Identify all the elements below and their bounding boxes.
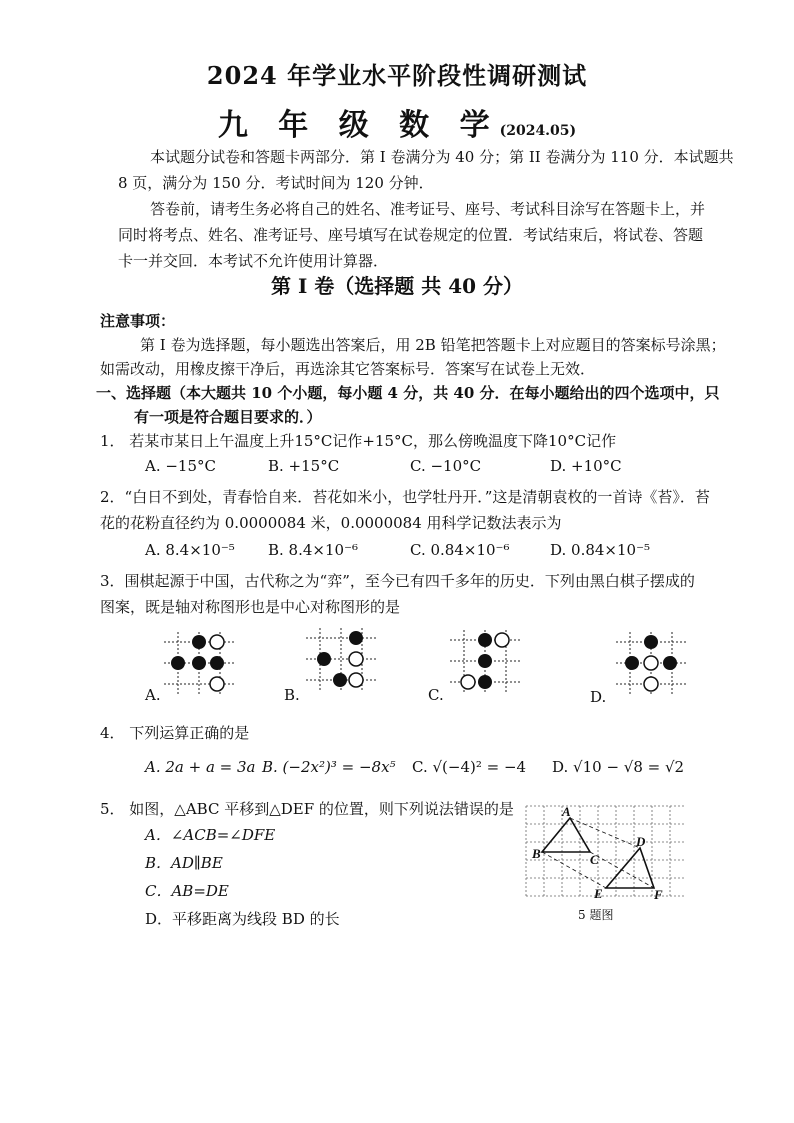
q4-option-d: D. √10 − √8 = √2 bbox=[552, 758, 685, 776]
white-stone bbox=[349, 673, 363, 687]
black-stone bbox=[333, 673, 347, 687]
q2-option-a: A. 8.4×10⁻⁵ bbox=[145, 541, 235, 559]
part1-line-2: 有一项是符合题目要求的．） bbox=[134, 408, 322, 426]
q3-option-a: A. bbox=[145, 686, 161, 704]
black-stone bbox=[192, 635, 206, 649]
black-stone bbox=[349, 631, 363, 645]
translation-figure bbox=[520, 800, 690, 902]
q4-option-a: A. 2a + a = 3a bbox=[145, 758, 256, 776]
q5-option-a: A．∠ACB=∠DFE bbox=[145, 826, 276, 844]
q3-option-c: C. bbox=[428, 686, 444, 704]
grid bbox=[526, 806, 684, 896]
label-e: E bbox=[594, 886, 603, 901]
intro-line-4: 同时将考点、姓名、准考证号、座号填写在试卷规定的位置．考试结束后，将试卷、答题 bbox=[118, 226, 704, 244]
q1-option-c: C. −10°C bbox=[410, 457, 482, 475]
black-stone bbox=[478, 633, 492, 647]
go-board-c bbox=[446, 628, 526, 694]
q2-option-d: D. 0.84×10⁻⁵ bbox=[550, 541, 651, 559]
question-4-stem: 4． 下列运算正确的是 bbox=[100, 724, 250, 742]
exam-date: (2024.05) bbox=[499, 123, 577, 139]
question-1-stem: 1． 若某市某日上午温度上升15°C记作+15°C，那么傍晚温度下降10°C记作 bbox=[100, 432, 617, 450]
intro-line-2: 8 页，满分为 150 分．考试时间为 120 分钟． bbox=[118, 174, 434, 192]
black-stone bbox=[644, 635, 658, 649]
q1-option-a: A. −15°C bbox=[145, 457, 217, 475]
notice-line-1: 第 I 卷为选择题，每小题选出答案后，用 2B 铅笔把答题卡上对应题目的答案标号涂黑； bbox=[140, 336, 726, 354]
q5-option-d: D．平移距离为线段 BD 的长 bbox=[145, 910, 340, 928]
q2-option-b: B. 8.4×10⁻⁶ bbox=[268, 541, 358, 559]
q1-option-d: D. +10°C bbox=[550, 457, 622, 475]
question-5-stem: 5． 如图，△ABC 平移到△DEF 的位置，则下列说法错误的是 bbox=[100, 800, 514, 818]
question-2-stem-2: 花的花粉直径约为 0.0000084 米，0.0000084 用科学记数法表示为 bbox=[100, 514, 562, 532]
label-d: D bbox=[636, 834, 646, 849]
white-stone bbox=[349, 652, 363, 666]
q4-option-c: C. √(−4)² = −4 bbox=[412, 758, 527, 776]
q2-option-c: C. 0.84×10⁻⁶ bbox=[410, 541, 510, 559]
white-stone bbox=[210, 635, 224, 649]
black-stone bbox=[171, 656, 185, 670]
q4-option-b: B. (−2x²)³ = −8x⁵ bbox=[262, 758, 396, 776]
go-board-a bbox=[160, 630, 240, 696]
black-stone bbox=[317, 652, 331, 666]
white-stone bbox=[210, 677, 224, 691]
intro-line-5: 卡一并交回．本考试不允许使用计算器． bbox=[118, 252, 389, 270]
q5-option-c: C．AB=DE bbox=[145, 882, 229, 900]
white-stone bbox=[644, 677, 658, 691]
white-stone bbox=[495, 633, 509, 647]
question-3-stem: 3．围棋起源于中国，古代称之为“弈”，至今已有四千多年的历史．下列由黑白棋子摆成的 bbox=[100, 572, 695, 590]
black-stone bbox=[192, 656, 206, 670]
part1-line-1: 一、选择题（本大题共 10 个小题，每小题 4 分，共 40 分．在每小题给出的四个选项中，只 bbox=[96, 384, 720, 402]
black-stone bbox=[663, 656, 677, 670]
notice-title: 注意事项： bbox=[100, 312, 176, 330]
figure-caption: 5 题图 bbox=[578, 908, 614, 922]
go-board-b bbox=[302, 626, 382, 692]
black-stone bbox=[210, 656, 224, 670]
q3-option-d: D. bbox=[590, 688, 607, 706]
exam-subject bbox=[0, 100, 794, 144]
label-c: C bbox=[590, 852, 599, 867]
triangle-def bbox=[606, 848, 654, 888]
white-stone bbox=[644, 656, 658, 670]
section-title: 第 I 卷（选择题 共 40 分） bbox=[270, 274, 523, 298]
black-stone bbox=[478, 654, 492, 668]
q3-option-b: B. bbox=[284, 686, 300, 704]
notice-line-2: 如需改动，用橡皮擦干净后，再选涂其它答案标号．答案写在试卷上无效． bbox=[100, 360, 596, 378]
q5-option-b: B．AD∥BE bbox=[145, 854, 223, 872]
question-3-stem-2: 图案，既是轴对称图形也是中心对称图形的是 bbox=[100, 598, 401, 616]
black-stone bbox=[478, 675, 492, 689]
white-stone bbox=[461, 675, 475, 689]
black-stone bbox=[625, 656, 639, 670]
q1-option-b: B. +15°C bbox=[268, 457, 340, 475]
intro-line-1: 本试题分试卷和答题卡两部分．第 I 卷满分为 40 分；第 II 卷满分为 110 分．本试题共 bbox=[150, 148, 734, 166]
triangle-abc bbox=[542, 818, 590, 852]
intro-line-3: 答卷前，请考生务必将自己的姓名、准考证号、座号、考试科目涂写在答题卡上，并 bbox=[150, 200, 706, 218]
go-board-d bbox=[612, 630, 692, 696]
label-a: A bbox=[562, 804, 571, 819]
subject-name: 九 年 级 数 学 bbox=[217, 108, 500, 143]
label-f: F bbox=[654, 887, 663, 902]
question-2-stem: 2．“白日不到处，青春恰自来．苔花如米小，也学牡丹开．”这是清朝袁枚的一首诗《苔》．苔 bbox=[100, 488, 710, 506]
label-b: B bbox=[532, 846, 541, 861]
exam-title: 2024 年学业水平阶段性调研测试 bbox=[206, 61, 588, 90]
